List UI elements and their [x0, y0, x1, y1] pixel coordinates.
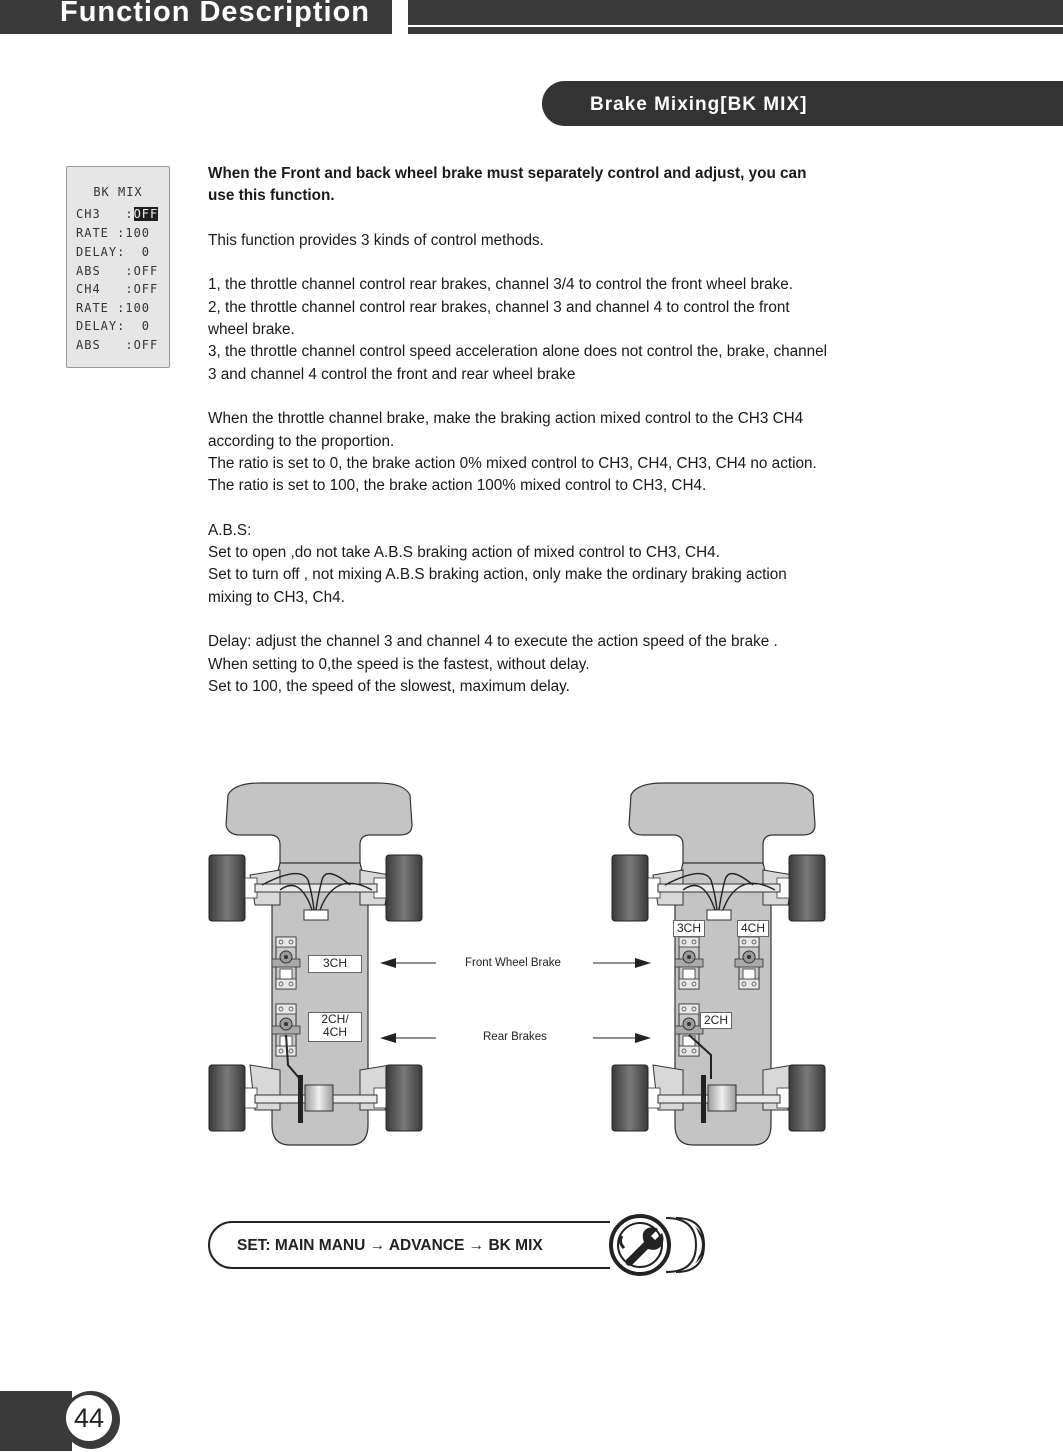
lcd-row-value: 100	[125, 301, 151, 315]
abs-line: Set to open ,do not take A.B.S braking action of mixed control to CH3, CH4.	[208, 544, 720, 562]
method-line: 3 and channel 4 control the front and rear wheel brake	[208, 365, 576, 383]
delay-line: Set to 100, the speed of the slowest, maximum delay.	[208, 677, 570, 695]
menu-path-main: SET: MAIN MANU	[237, 1237, 366, 1254]
method-line: wheel brake.	[208, 321, 295, 339]
lcd-row	[76, 338, 158, 352]
lcd-row-value: OFF	[133, 338, 159, 352]
left-front-channel-label: 3CH	[308, 955, 362, 973]
ratio-line: The ratio is set to 0, the brake action 0% mixed control to CH3, CH4, CH3, CH4 no action.	[208, 454, 817, 472]
lcd-row-value-selected: OFF	[133, 207, 159, 221]
lcd-row	[76, 319, 150, 333]
header-gap	[392, 0, 408, 34]
lcd-row-label: CH3 :	[76, 207, 134, 221]
delay-line: Delay: adjust the channel 3 and channel 4 to execute the action speed of the brake .	[208, 633, 778, 651]
header-rule	[408, 25, 1063, 27]
lcd-row	[76, 264, 158, 278]
lcd-row	[76, 301, 150, 315]
wrench-icon	[600, 1214, 710, 1276]
front-wheel-brake-caption: Front Wheel Brake	[465, 957, 561, 969]
right-ch3-label: 3CH	[673, 920, 705, 937]
left-rear-label-line: 2CH/	[321, 1012, 349, 1026]
delay-line: When setting to 0,the speed is the fastest, without delay.	[208, 655, 590, 673]
lcd-row-value: 100	[125, 226, 151, 240]
lcd-title: BK MIX	[93, 185, 143, 199]
lcd-row-label: DELAY:	[76, 319, 126, 333]
method-line: 1, the throttle channel control rear brakes, channel 3/4 to control the front wheel brake.	[208, 276, 794, 294]
lcd-row-label: ABS :	[76, 264, 134, 278]
method-line: 2, the throttle channel control rear brakes, channel 3 and channel 4 to control the front	[208, 298, 790, 316]
section-title: Brake Mixing[BK MIX]	[590, 94, 808, 115]
lcd-row-label: DELAY:	[76, 245, 126, 259]
lcd-row-label: RATE :	[76, 226, 126, 240]
menu-path-bkmix: BK MIX	[488, 1237, 543, 1254]
abs-line: mixing to CH3, Ch4.	[208, 588, 345, 606]
page-number: 44	[66, 1395, 112, 1441]
left-rear-label-line: 4CH	[322, 1025, 347, 1039]
lcd-row-label: RATE :	[76, 301, 126, 315]
lcd-row-value: 0	[125, 319, 151, 333]
lcd-screen	[66, 166, 170, 368]
lcd-row	[76, 245, 150, 259]
method-line: 3, the throttle channel control speed acceleration alone does not control the, brake, channel	[208, 343, 828, 361]
rear-brakes-caption: Rear Brakes	[483, 1031, 547, 1043]
lcd-row	[76, 207, 158, 221]
left-rear-channel-label	[308, 1012, 362, 1042]
lcd-row-value: 0	[125, 245, 151, 259]
paragraph: This function provides 3 kinds of control methods.	[208, 231, 544, 249]
lcd-row	[76, 282, 158, 296]
lcd-row-value: OFF	[133, 282, 159, 296]
menu-path-advance: ADVANCE	[388, 1237, 465, 1254]
body-text	[208, 163, 953, 698]
menu-path-text	[237, 1237, 543, 1255]
intro-line: use this function.	[208, 187, 335, 205]
right-rear-channel-label: 2CH	[700, 1012, 732, 1029]
abs-heading: A.B.S:	[208, 521, 252, 539]
page-header-title: Function Description	[60, 0, 370, 28]
abs-line: Set to turn off , not mixing A.B.S braking action, only make the ordinary braking action	[208, 566, 787, 584]
ratio-line: The ratio is set to 100, the brake action 100% mixed control to CH3, CH4.	[208, 477, 707, 495]
ratio-line: according to the proportion.	[208, 432, 395, 450]
lcd-row-value: OFF	[133, 264, 159, 278]
lcd-row	[76, 226, 150, 240]
lcd-row-label: ABS :	[76, 338, 134, 352]
ratio-line: When the throttle channel brake, make the braking action mixed control to the CH3 CH4	[208, 410, 804, 428]
lcd-row-label: CH4 :	[76, 282, 134, 296]
arrow-right-icon: →	[468, 1237, 485, 1254]
intro-line: When the Front and back wheel brake must separately control and adjust, you can	[208, 165, 807, 182]
arrow-right-icon: →	[369, 1237, 386, 1254]
right-ch4-label: 4CH	[737, 920, 769, 937]
